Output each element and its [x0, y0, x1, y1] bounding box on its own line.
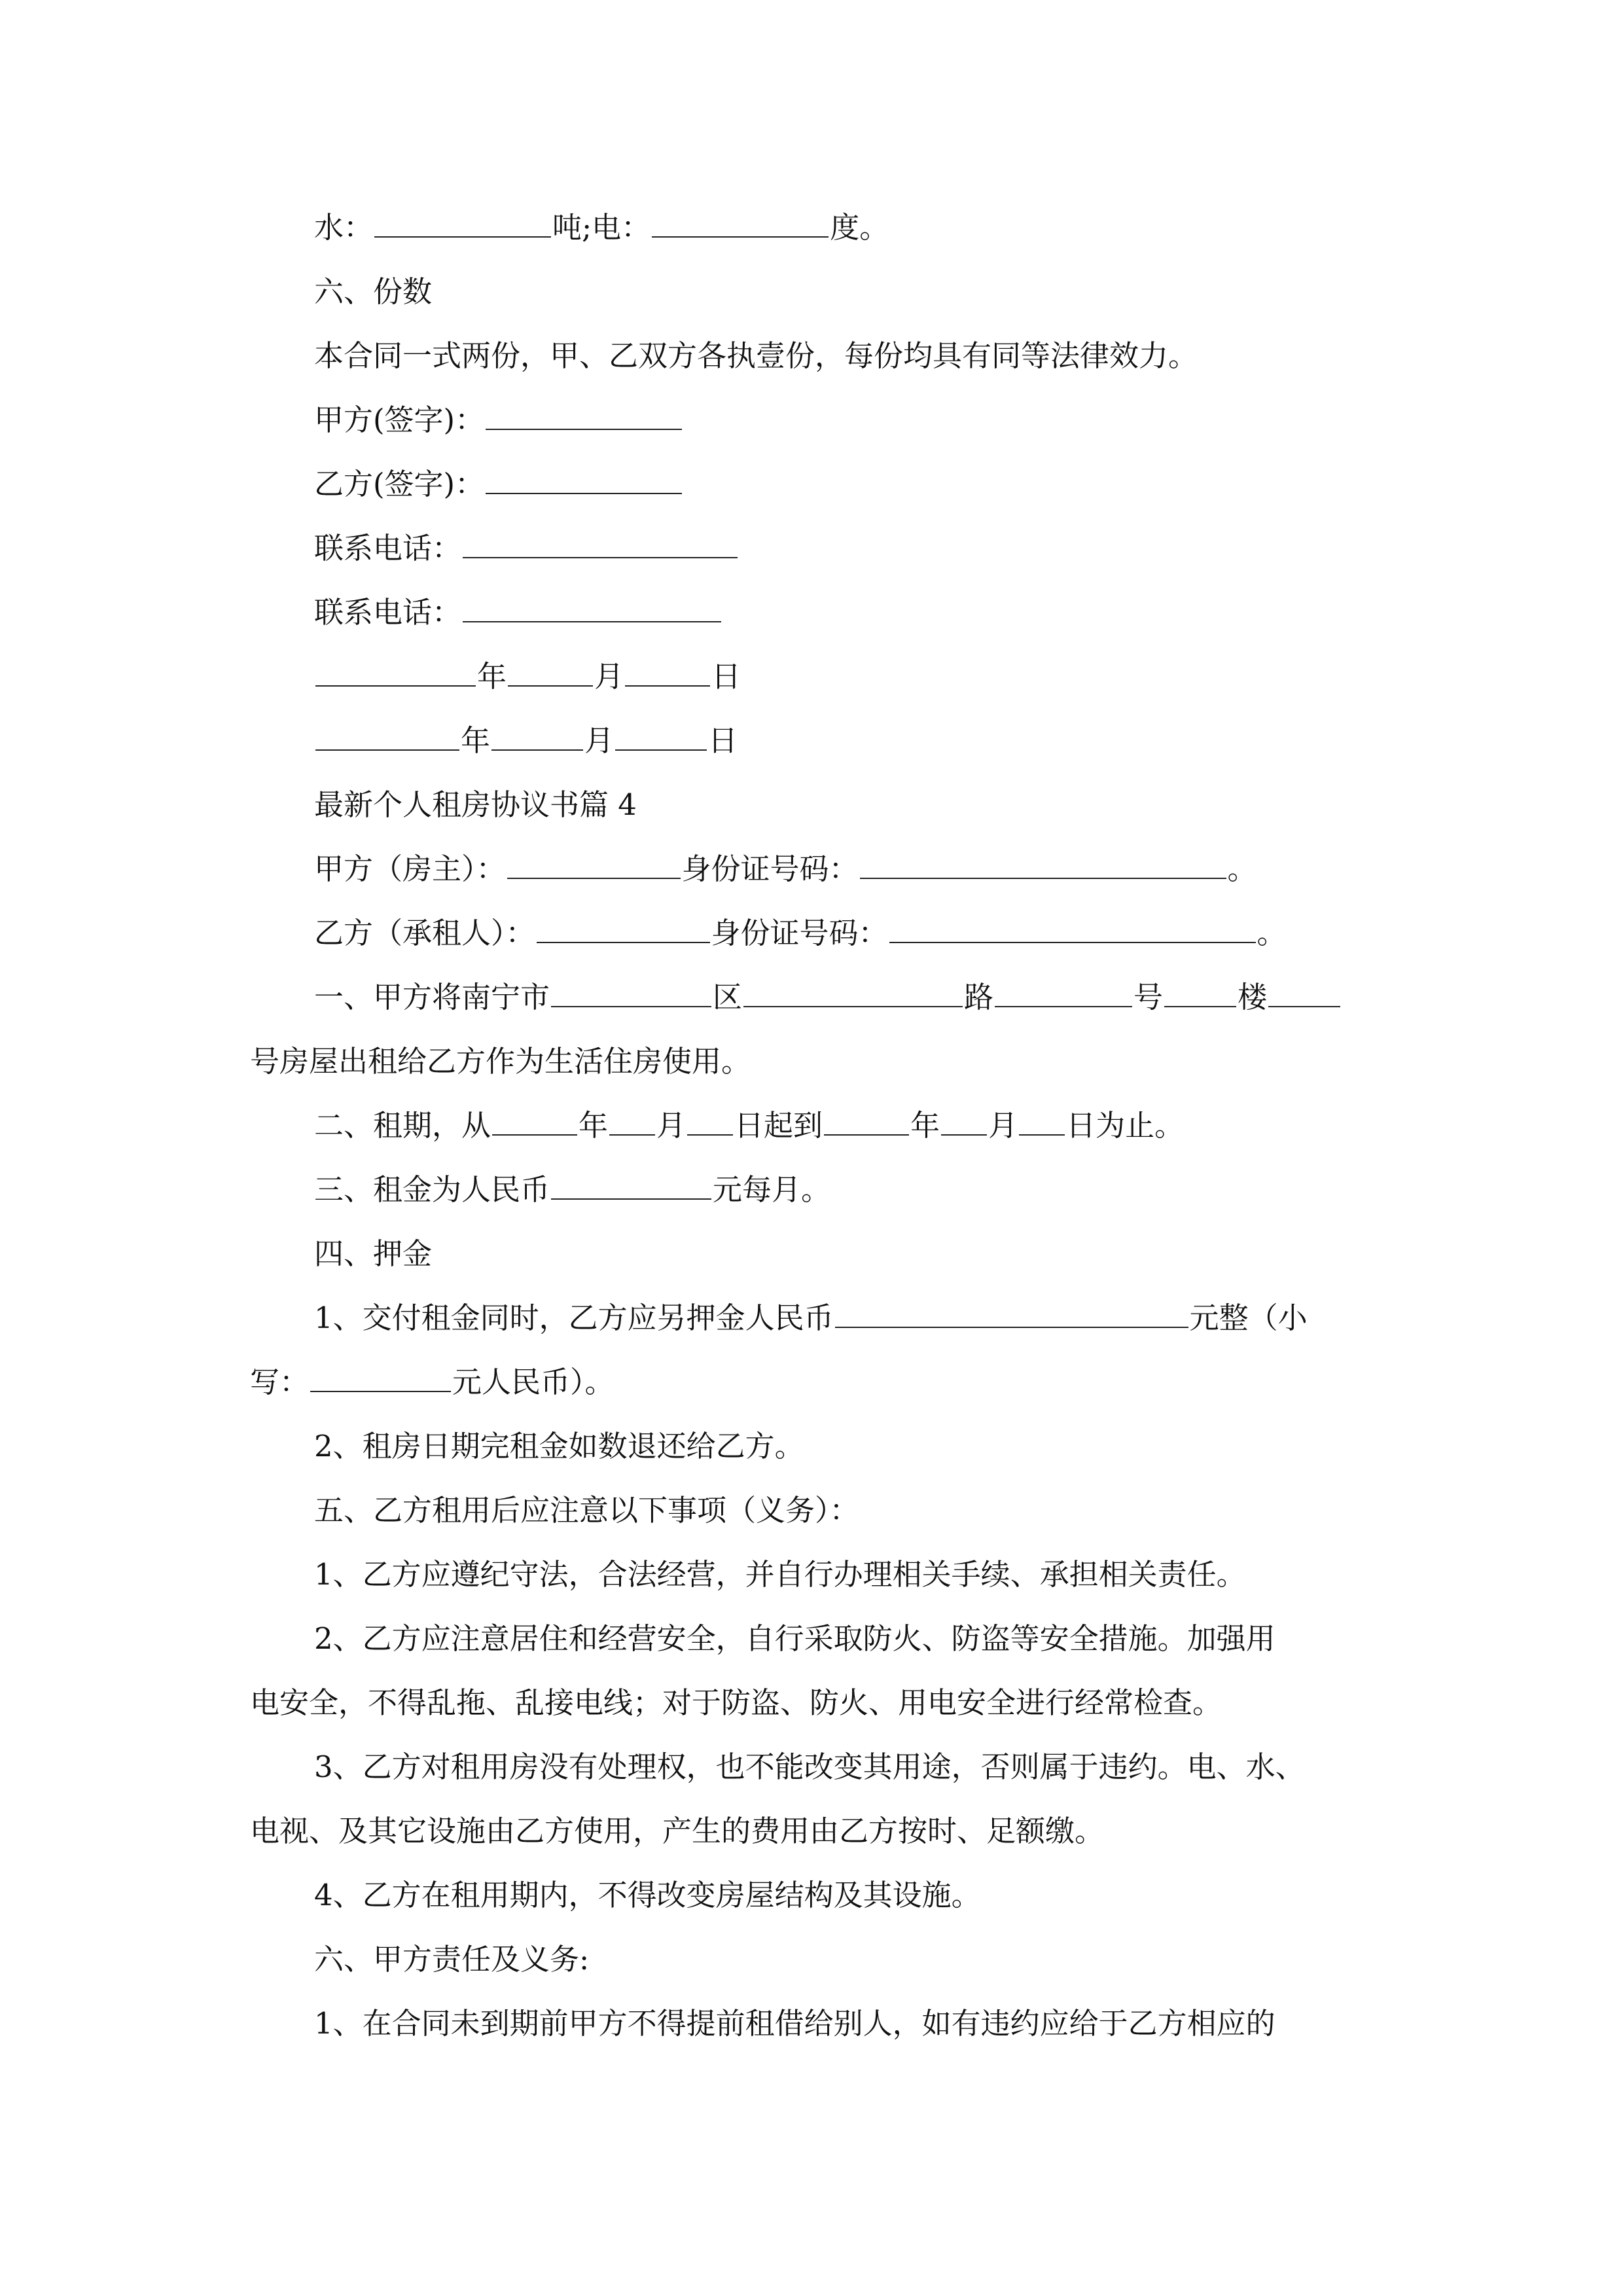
electricity-label: 吨;电： — [552, 210, 651, 245]
contact-phone-label-b: 联系电话： — [314, 595, 462, 630]
building-blank — [1164, 1003, 1236, 1007]
tenant-duty-1: 1、乙方应遵纪守法，合法经营，并自行办理相关手续、承担相关责任。 — [314, 1557, 1246, 1592]
tenant-duty-2-line-a: 2、乙方应注意居住和经营安全，自行采取防火、防盗等安全措施。加强用 — [314, 1621, 1275, 1656]
tenant-label: 乙方（承租人）： — [314, 916, 535, 950]
date-line-b — [0, 721, 1623, 761]
deposit-unit-label: 元整（小 — [1189, 1300, 1308, 1335]
deposit-lowercase-blank — [310, 1388, 451, 1392]
road-label: 路 — [964, 980, 994, 1014]
tenant-line — [0, 914, 1623, 953]
deposit-line-a — [0, 1299, 1623, 1338]
month-label: 月 — [988, 1108, 1018, 1143]
section-heading-copies: 六、份数 — [314, 274, 433, 309]
end-month-blank — [941, 1132, 987, 1136]
day-blank — [625, 683, 710, 687]
water-label: 水： — [314, 210, 374, 245]
day-label: 日 — [708, 723, 738, 758]
end-day-blank — [1019, 1132, 1065, 1136]
landlord-blank — [507, 875, 681, 879]
number-label: 号 — [1133, 980, 1164, 1014]
deposit-currency-label: 元人民币）。 — [452, 1365, 615, 1399]
landlord-id-label: 身份证号码： — [681, 852, 859, 886]
month-blank — [491, 747, 583, 751]
tenant-blank — [537, 939, 710, 943]
deposit-amount-blank — [835, 1324, 1188, 1328]
month-label: 月 — [656, 1108, 687, 1143]
month-label: 月 — [584, 723, 615, 758]
tenant-duty-2-line-b: 电安全，不得乱拖、乱接电线；对于防盗、防火、用电安全进行经常检查。 — [250, 1685, 1222, 1720]
unit-blank — [1268, 1003, 1340, 1007]
party-b-signature-blank — [486, 490, 682, 494]
copies-clause: 本合同一式两份，甲、乙双方各执壹份，每份均具有同等法律效力。 — [314, 338, 1198, 373]
day-blank — [615, 747, 707, 751]
start-day-blank — [687, 1132, 733, 1136]
landlord-duty-1: 1、在合同未到期前甲方不得提前租借给别人，如有违约应给于乙方相应的 — [314, 2006, 1275, 2041]
end-year-blank — [824, 1132, 909, 1136]
section-heading-landlord-duties: 六、甲方责任及义务: — [314, 1942, 590, 1977]
term-to-label: 日起到 — [734, 1108, 823, 1143]
section-heading-tenant-duties: 五、乙方租用后应注意以下事项（义务）： — [314, 1493, 859, 1528]
year-blank — [315, 747, 459, 751]
year-blank — [315, 683, 476, 687]
district-blank — [551, 1003, 711, 1007]
deposit-label: 1、交付租金同时，乙方应另押金人民币 — [314, 1300, 834, 1335]
period: 。 — [1257, 916, 1287, 950]
month-blank — [508, 683, 593, 687]
tenant-id-label: 身份证号码： — [711, 916, 888, 950]
start-year-blank — [492, 1132, 577, 1136]
year-label: 年 — [461, 723, 491, 758]
landlord-line — [0, 850, 1623, 889]
month-label: 月 — [594, 659, 624, 694]
deposit-refund-clause: 2、租房日期完租金如数退还给乙方。 — [314, 1429, 804, 1463]
tenant-duty-3-line-b: 电视、及其它设施由乙方使用，产生的费用由乙方按时、足额缴。 — [250, 1814, 1105, 1848]
district-label: 区 — [713, 980, 743, 1014]
clause-1-line-a — [0, 978, 1623, 1017]
year-label: 年 — [910, 1108, 940, 1143]
term-from-label: 二、租期，从 — [314, 1108, 491, 1143]
contact-phone-line-b — [0, 593, 1623, 632]
tenant-duty-3-line-a: 3、乙方对租用房没有处理权，也不能改变其用途，否则属于违约。电、水、 — [314, 1749, 1305, 1784]
building-label: 楼 — [1238, 980, 1268, 1014]
electricity-blank — [652, 234, 829, 238]
utility-reading-line — [0, 208, 1623, 247]
water-blank — [374, 234, 551, 238]
number-blank — [995, 1003, 1132, 1007]
rent-unit-label: 元每月。 — [713, 1172, 831, 1207]
tenant-id-blank — [889, 939, 1256, 943]
party-b-signature-line — [0, 465, 1623, 504]
article-title: 最新个人租房协议书篇 4 — [314, 787, 637, 822]
term-end-label: 日为止。 — [1066, 1108, 1185, 1143]
year-label: 年 — [579, 1108, 609, 1143]
clause-1-line-b: 号房屋出租给乙方作为生活住房使用。 — [250, 1044, 751, 1079]
degree-label: 度。 — [830, 210, 889, 245]
day-label: 日 — [711, 659, 741, 694]
party-a-signature-label: 甲方(签字)： — [314, 403, 485, 437]
contact-phone-line-a — [0, 529, 1623, 568]
clause-2-lease-term — [0, 1106, 1623, 1145]
party-b-signature-label: 乙方(签字)： — [314, 467, 485, 501]
deposit-line-b — [0, 1363, 1623, 1402]
landlord-label: 甲方（房主）： — [314, 852, 506, 886]
party-a-signature-blank — [486, 426, 682, 430]
road-blank — [743, 1003, 963, 1007]
contact-phone-blank-a — [463, 554, 738, 558]
rent-label: 三、租金为人民币 — [314, 1172, 550, 1207]
contact-phone-blank-b — [463, 619, 721, 622]
section-heading-deposit: 四、押金 — [314, 1236, 433, 1271]
tenant-duty-4: 4、乙方在租用期内，不得改变房屋结构及其设施。 — [314, 1878, 981, 1912]
start-month-blank — [609, 1132, 655, 1136]
landlord-id-blank — [860, 875, 1226, 879]
party-a-signature-line — [0, 401, 1623, 440]
year-label: 年 — [477, 659, 507, 694]
lowercase-label: 写： — [250, 1365, 310, 1399]
city-label: 一、甲方将南宁市 — [314, 980, 550, 1014]
clause-3-rent — [0, 1170, 1623, 1210]
contact-phone-label-a: 联系电话： — [314, 531, 462, 565]
date-line-a — [0, 657, 1623, 696]
rent-blank — [551, 1196, 711, 1200]
period: 。 — [1227, 852, 1257, 886]
